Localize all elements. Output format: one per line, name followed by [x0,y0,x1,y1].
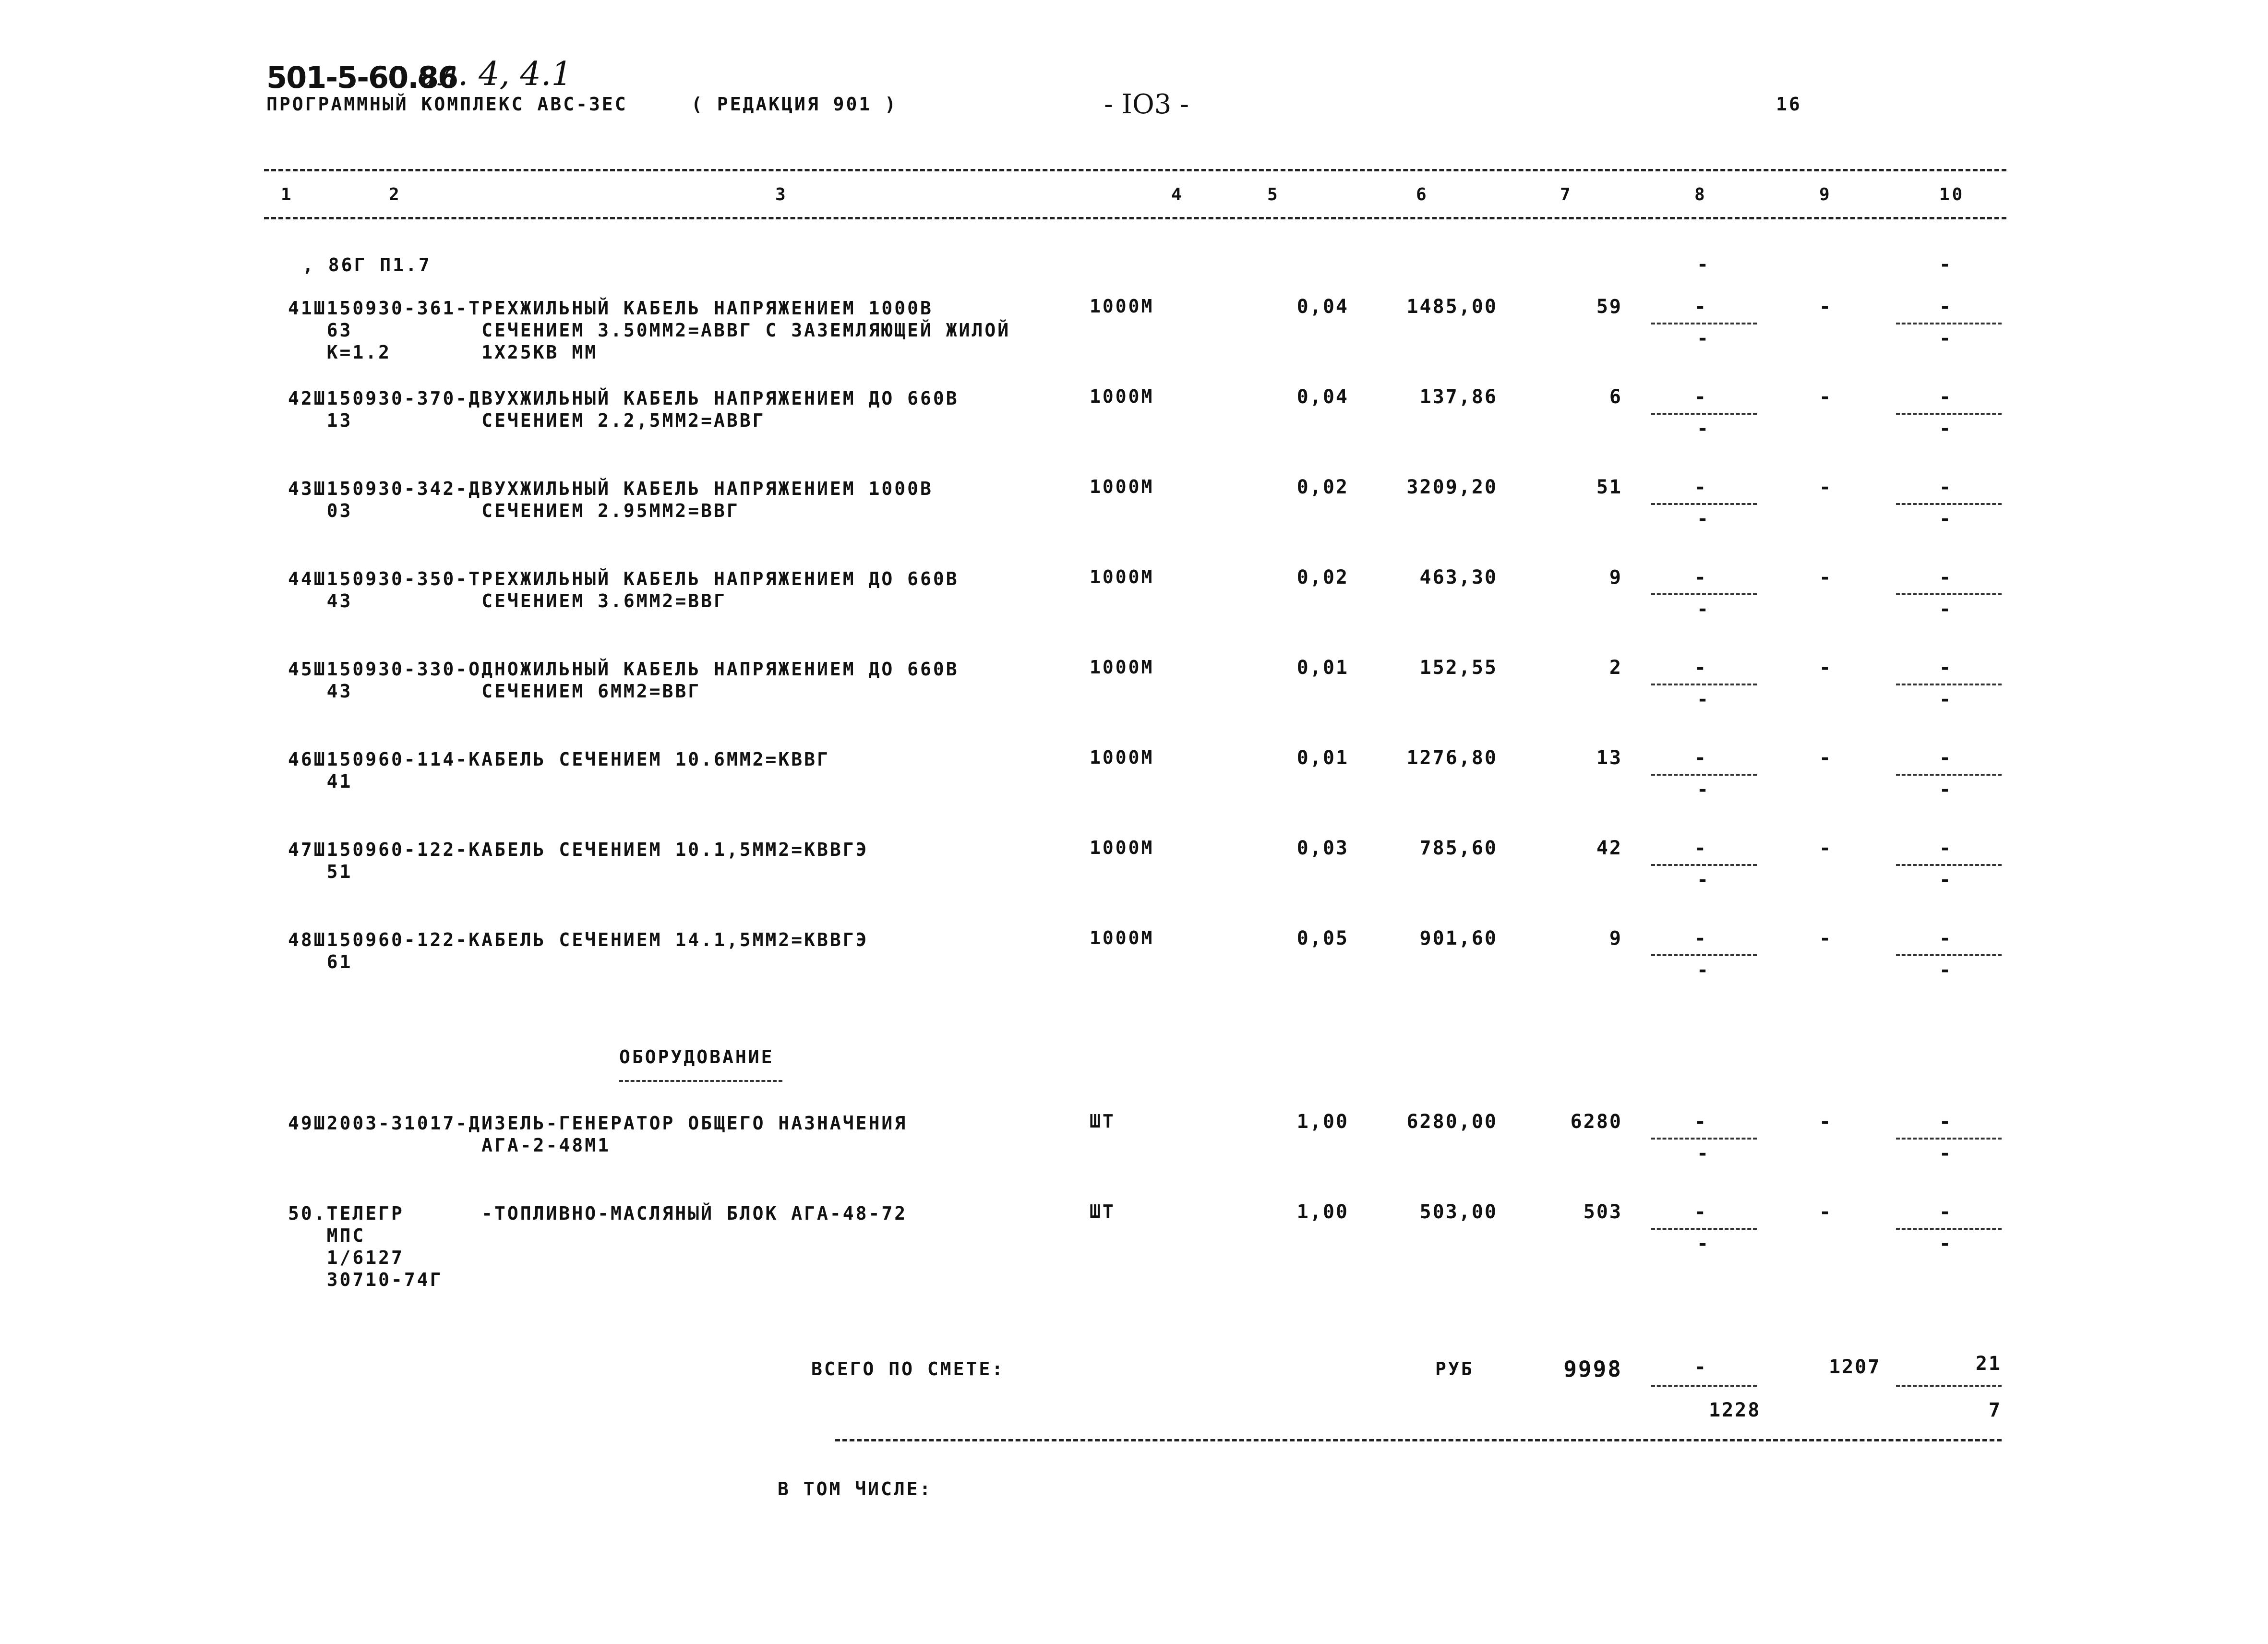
row-col10-mark: - [1939,779,1951,801]
row-price: 463,30 [1419,566,1498,588]
row-col8: - [1694,1201,1706,1223]
header-rule-top [264,169,2006,171]
row-description: 47Ш150960-122-КАБЕЛЬ СЕЧЕНИЕМ 10.1,5ММ2=КВВГЭ [288,839,869,860]
row-qty: 0,05 [1296,927,1349,949]
row-col8-mark: - [1697,959,1709,981]
row-description-cont: 51 [288,861,353,882]
row-col8-mark: - [1697,688,1709,710]
row-col8: - [1694,657,1706,679]
row-col9: - [1819,1201,1831,1223]
row-col10-rule [1896,323,2002,324]
row-description-cont: 1/6127 [288,1247,404,1268]
row-qty: 0,03 [1296,837,1349,859]
row-total: 6280 [1570,1111,1622,1133]
row-col8-mark: - [1697,598,1709,620]
row-price: 6280,00 [1406,1111,1498,1133]
row-col8-mark: - [1697,1142,1709,1164]
row-col10-mark: - [1939,598,1951,620]
row-col10-mark: - [1939,959,1951,981]
row-col8: - [1694,927,1706,949]
col-header-5: 5 [1267,185,1280,204]
totals-col10-rule [1896,1385,2002,1387]
equipment-heading: ОБОРУДОВАНИЕ [619,1046,774,1068]
row-col10: - [1939,566,1951,588]
row-col9: - [1819,657,1831,679]
section-dash-8: - [1697,253,1709,276]
row-col8: - [1694,476,1706,498]
row-price: 3209,20 [1406,476,1498,498]
row-col10: - [1939,476,1951,498]
row-col10: - [1939,657,1951,679]
row-description-cont: 63 СЕЧЕНИЕМ 3.50ММ2=АВВГ С ЗАЗЕМЛЯЮЩЕЙ ЖИЛОЙ [288,320,1011,341]
row-col10-mark: - [1939,688,1951,710]
row-unit: 1000М [1090,927,1154,948]
col-header-3: 3 [775,185,788,204]
row-price: 137,86 [1419,386,1498,408]
totals-sum: 9998 [1563,1356,1622,1382]
row-unit: ШТ [1090,1201,1116,1222]
row-total: 6 [1609,386,1622,408]
row-col9: - [1819,566,1831,588]
section-dash-10: - [1939,253,1951,276]
row-unit: 1000М [1090,296,1154,317]
row-col9: - [1819,1111,1831,1133]
totals-col10-top: 21 [1975,1353,2002,1375]
row-col8-rule [1651,1138,1757,1140]
row-col10: - [1939,1111,1951,1133]
row-col10-rule [1896,954,2002,956]
edition-label: ( РЕДАКЦИЯ 901 ) [691,94,898,115]
row-description: 42Ш150930-370-ДВУХЖИЛЬНЫЙ КАБЕЛЬ НАПРЯЖЕНИЕМ ДО 660В [288,388,959,409]
row-unit: 1000М [1090,747,1154,768]
row-col10-mark: - [1939,508,1951,530]
row-col8-mark: - [1697,508,1709,530]
row-col9: - [1819,747,1831,769]
row-col10-rule [1896,503,2002,505]
row-col8-rule [1651,1228,1757,1230]
totals-currency: РУБ [1435,1358,1474,1380]
row-col8-rule [1651,593,1757,595]
col-header-8: 8 [1694,185,1707,204]
row-total: 9 [1609,927,1622,949]
row-col9: - [1819,476,1831,498]
row-col10: - [1939,837,1951,859]
row-col8: - [1694,747,1706,769]
row-description: 41Ш150930-361-ТРЕХЖИЛЬНЫЙ КАБЕЛЬ НАПРЯЖЕНИЕМ 1000В [288,298,933,319]
row-qty: 1,00 [1296,1111,1349,1133]
row-col8: - [1694,386,1706,408]
row-col8: - [1694,296,1706,318]
row-description-cont: 13 СЕЧЕНИЕМ 2.2,5ММ2=АВВГ [288,410,766,431]
row-col8-rule [1651,864,1757,866]
row-qty: 0,04 [1296,386,1349,408]
row-col10: - [1939,927,1951,949]
row-col8-rule [1651,323,1757,324]
row-description-cont: К=1.2 1Х25КВ ММ [288,342,598,363]
row-description: 48Ш150960-122-КАБЕЛЬ СЕЧЕНИЕМ 14.1,5ММ2=КВВГЭ [288,929,869,950]
row-description-cont: МПС [288,1225,366,1246]
row-col8-mark: - [1697,1233,1709,1255]
row-description-cont: 61 [288,951,353,972]
totals-col10-bottom: 7 [1988,1399,2002,1421]
row-description-cont: 03 СЕЧЕНИЕМ 2.95ММ2=ВВГ [288,500,740,521]
row-col8-rule [1651,413,1757,415]
row-total: 42 [1596,837,1622,859]
row-description: 50.ТЕЛЕГР -ТОПЛИВНО-МАСЛЯНЫЙ БЛОК АГА-48-72 [288,1203,908,1224]
row-col10: - [1939,386,1951,408]
row-col10: - [1939,1201,1951,1223]
row-total: 503 [1583,1201,1622,1223]
including-label: В ТОМ ЧИСЛЕ: [778,1478,933,1500]
section-label: , 86Г П1.7 [302,254,432,276]
row-qty: 0,01 [1296,657,1349,679]
row-col9: - [1819,296,1831,318]
row-col8-rule [1651,684,1757,685]
totals-col8-under: 1228 [1709,1399,1761,1421]
row-col10: - [1939,296,1951,318]
row-col10: - [1939,747,1951,769]
row-qty: 1,00 [1296,1201,1349,1223]
row-total: 13 [1596,747,1622,769]
row-unit: 1000М [1090,566,1154,588]
row-qty: 0,02 [1296,566,1349,588]
page-number-center: - IO3 - [1104,89,1189,120]
row-col8-rule [1651,503,1757,505]
row-col8-mark: - [1697,779,1709,801]
col-header-4: 4 [1171,185,1184,204]
row-col10-rule [1896,1138,2002,1140]
totals-col8: - [1694,1356,1706,1378]
row-description: 43Ш150930-342-ДВУХЖИЛЬНЫЙ КАБЕЛЬ НАПРЯЖЕНИЕМ 1000В [288,478,933,499]
row-unit: ШТ [1090,1111,1116,1132]
col-header-6: 6 [1416,185,1429,204]
col-header-7: 7 [1560,185,1573,204]
row-price: 785,60 [1419,837,1498,859]
row-col9: - [1819,386,1831,408]
row-description-cont: 43 СЕЧЕНИЕМ 3.6ММ2=ВВГ [288,590,727,612]
row-price: 1276,80 [1406,747,1498,769]
row-price: 152,55 [1419,657,1498,679]
row-description-cont: АГА-2-48М1 [288,1135,611,1156]
col-header-9: 9 [1819,185,1832,204]
equipment-heading-underline [619,1080,782,1082]
col-header-1: 1 [281,185,294,204]
row-col10-mark: - [1939,1142,1951,1164]
row-qty: 0,01 [1296,747,1349,769]
col-header-10: 10 [1939,185,1965,204]
row-col8: - [1694,1111,1706,1133]
row-description: 45Ш150930-330-ОДНОЖИЛЬНЫЙ КАБЕЛЬ НАПРЯЖЕНИЕМ ДО 660В [288,659,959,680]
row-col8-mark: - [1697,869,1709,891]
row-description: 49Ш2003-31017-ДИЗЕЛЬ-ГЕНЕРАТОР ОБЩЕГО НАЗНАЧЕНИЯ [288,1113,908,1134]
row-col10-rule [1896,593,2002,595]
totals-rule [835,1439,2002,1441]
row-description-cont: 41 [288,771,353,792]
row-unit: 1000М [1090,837,1154,858]
row-unit: 1000М [1090,386,1154,407]
row-qty: 0,04 [1296,296,1349,318]
row-description: 46Ш150960-114-КАБЕЛЬ СЕЧЕНИЕМ 10.6ММ2=КВВГ [288,749,830,770]
row-col8: - [1694,837,1706,859]
row-col8: - [1694,566,1706,588]
totals-col9: 1207 [1829,1356,1881,1378]
handwritten-note: ал. 4, 4.1 [418,55,572,93]
row-col9: - [1819,837,1831,859]
header-rule-bottom [264,217,2006,219]
row-description-cont: 30710-74Г [288,1269,443,1290]
row-col10-mark: - [1939,327,1951,349]
row-price: 503,00 [1419,1201,1498,1223]
row-col10-mark: - [1939,1233,1951,1255]
row-col10-mark: - [1939,418,1951,440]
doc-code: 501-5-60.86 [266,60,458,95]
row-price: 901,60 [1419,927,1498,949]
row-col10-rule [1896,864,2002,866]
row-unit: 1000М [1090,657,1154,678]
program-line: ПРОГРАММНЫЙ КОМПЛЕКС АВС-ЗЕС [266,94,628,115]
row-col10-mark: - [1939,869,1951,891]
row-col10-rule [1896,413,2002,415]
row-unit: 1000М [1090,476,1154,497]
row-qty: 0,02 [1296,476,1349,498]
row-col10-rule [1896,684,2002,685]
page-number-right: 16 [1776,94,1802,115]
row-total: 59 [1596,296,1622,318]
row-price: 1485,00 [1406,296,1498,318]
row-col8-rule [1651,774,1757,776]
row-description-cont: 43 СЕЧЕНИЕМ 6ММ2=ВВГ [288,681,701,702]
row-col8-mark: - [1697,418,1709,440]
row-total: 51 [1596,476,1622,498]
row-description: 44Ш150930-350-ТРЕХЖИЛЬНЫЙ КАБЕЛЬ НАПРЯЖЕНИЕМ ДО 660В [288,568,959,589]
col-header-2: 2 [389,185,402,204]
totals-label: ВСЕГО ПО СМЕТЕ: [811,1358,1005,1380]
row-total: 9 [1609,566,1622,588]
row-col10-rule [1896,774,2002,776]
totals-col8-rule [1651,1385,1757,1387]
row-col8-mark: - [1697,327,1709,349]
row-col9: - [1819,927,1831,949]
row-col8-rule [1651,954,1757,956]
row-col10-rule [1896,1228,2002,1230]
row-total: 2 [1609,657,1622,679]
